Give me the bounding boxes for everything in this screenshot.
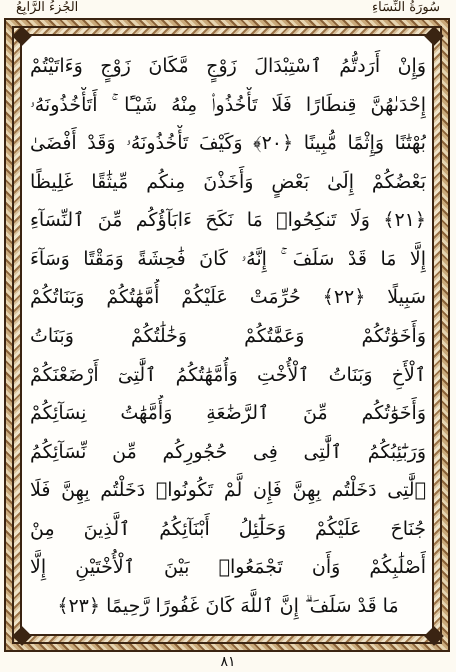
text-line: ﴿٢١﴾ وَلَا تَنكِحُوا۟ مَا نَكَحَ ءَابَآؤُكُم مِّنَ ٱلنِّسَآءِ <box>30 209 426 232</box>
text-line: إِلَّا مَا قَدْ سَلَفَ ۚ إِنَّهُۥ كَانَ فَٰحِشَةً وَمَقْتًا وَسَآءَ <box>30 247 426 270</box>
text-line: مَا قَدْ سَلَفَ ۗ إِنَّ ٱللَّهَ كَانَ غَفُورًا رَّحِيمًا ﴿٢٣﴾ <box>57 594 399 617</box>
text-line: وَأَخَوَٰتُكُم مِّنَ ٱلرَّضَٰعَةِ وَأُمَّهَٰتُ نِسَآئِكُمْ <box>30 402 426 425</box>
text-line: وَأَخَوَٰتُكُمْ وَعَمَّٰتُكُمْ وَخَٰلَٰتُكُمْ وَبَنَاتُ <box>30 324 426 347</box>
text-line: ٱلْأَخِ وَبَنَاتُ ٱلْأُخْتِ وَأُمَّهَٰتُكُمُ ٱلَّٰتِىٓ أَرْضَعْنَكُمْ <box>30 363 426 386</box>
text-line: سَبِيلًا ﴿٢٢﴾ حُرِّمَتْ عَلَيْكُمْ أُمَّهَٰتُكُمْ وَبَنَاتُكُمْ <box>30 286 426 309</box>
verse-text <box>30 42 426 628</box>
surah-label: سُورَةُ النِّسَاءِ <box>372 0 440 15</box>
page-header <box>0 0 456 18</box>
juz-label: الجُزءُ الرَّابِعُ <box>16 0 79 15</box>
text-line: جُنَاحَ عَلَيْكُمْ وَحَلَٰٓئِلُ أَبْنَآئِكُمُ ٱلَّذِينَ مِنْ <box>30 517 426 540</box>
text-line: بَعْضُكُمْ إِلَىٰ بَعْضٍ وَأَخَذْنَ مِنكُم مِّيثَٰقًا غَلِيظًا <box>30 170 426 193</box>
page-number-badge <box>203 652 253 672</box>
text-line: وَرَبَٰٓئِبُكُمُ ٱلَّٰتِى فِى حُجُورِكُم مِّن نِّسَآئِكُمُ <box>30 440 426 463</box>
text-line: بُهْتَٰنًا وَإِثْمًا مُّبِينًا ﴿٢٠﴾ وَكَيْفَ تَأْخُذُونَهُۥ وَقَدْ أَفْضَىٰ <box>30 132 426 155</box>
text-line: أَصْلَٰبِكُمْ وَأَن تَجْمَعُوا۟ بَيْنَ ٱلْأُخْتَيْنِ إِلَّا <box>30 556 426 579</box>
text-line: ٱلَّٰتِى دَخَلْتُم بِهِنَّ فَإِن لَّمْ تَكُونُوا۟ دَخَلْتُم بِهِنَّ فَلَا <box>30 479 426 502</box>
text-line: إِحْدَىٰهُنَّ قِنطَارًا فَلَا تَأْخُذُوا۟ مِنْهُ شَيْـًٔا ۚ أَتَأْخُذُونَهُۥ <box>30 93 426 116</box>
text-line: وَإِنْ أَرَدتُّمُ ٱسْتِبْدَالَ زَوْجٍ مَّكَانَ زَوْجٍ وَءَاتَيْتُمْ <box>30 55 426 77</box>
page-number: ٨١ <box>214 654 241 670</box>
